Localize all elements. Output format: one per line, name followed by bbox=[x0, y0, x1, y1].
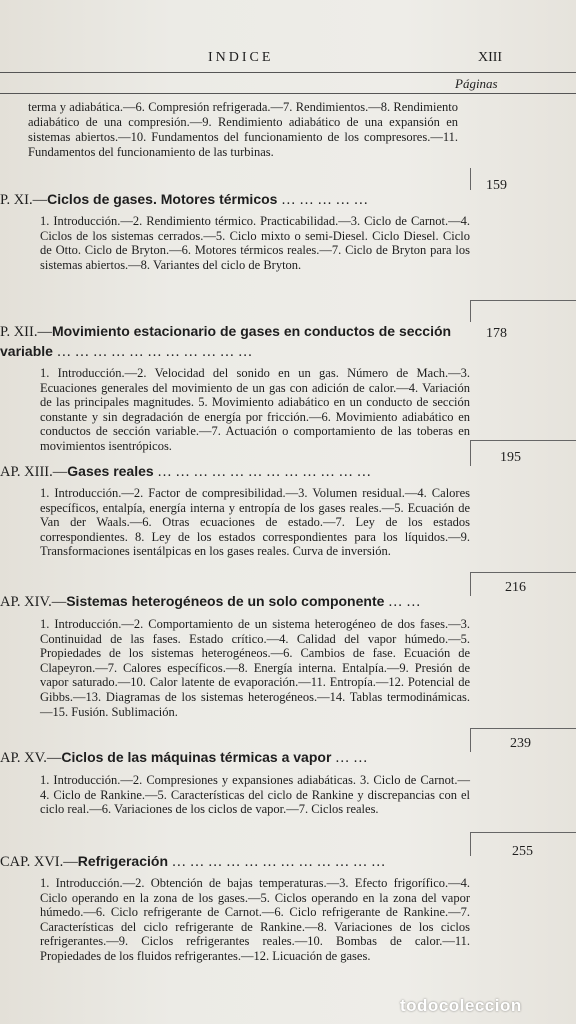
running-head-title: INDICE bbox=[208, 50, 274, 65]
leader-dots: … … … … … … … … … … … bbox=[52, 344, 253, 360]
leader-dots: … … bbox=[384, 594, 421, 610]
chapter-title: Sistemas heterogéneos de un solo componente bbox=[66, 593, 385, 609]
page-column-rule bbox=[470, 300, 471, 322]
chapter-title: Refrigeración bbox=[77, 853, 168, 869]
chapter-heading bbox=[0, 748, 470, 768]
column-heading-rule bbox=[0, 93, 576, 94]
chapter-prefix: AP. XV.— bbox=[0, 750, 62, 766]
leader-dots: … … bbox=[331, 750, 368, 766]
chapter-heading bbox=[0, 322, 470, 362]
page-column-rule bbox=[470, 832, 471, 856]
chapter-page-number: 178 bbox=[486, 326, 507, 341]
leader-dots: … … … … … … … … … … … … bbox=[168, 854, 386, 870]
chapter-contents: 1. Introducción.—2. Comportamiento de un sistema heterogéneo de dos fases.—3. Continuidad de las fases. Estado crítico.—4. Calidad del vapor húmedo.—5. Propiedades de los sistemas heterogéneos.—6. Cambios de fase. Ecuación de Clapeyron.—7. Calores específicos.—8. Energía interna. Entalpía.—9. Presión de vapor saturado.—10. Calor latente de evaporación.—11. Entropía.—12. Potencial de Gibbs.—13. Diagramas de los sistemas heterogéneos.—14. Tablas termodinámicas.—15. Fusión. Sublimación. bbox=[40, 617, 470, 719]
chapter-title: Ciclos de las máquinas térmicas a vapor bbox=[61, 749, 332, 765]
chapter-contents: 1. Introducción.—2. Rendimiento térmico. Practicabilidad.—3. Ciclo de Carnot.—4. Ciclos de los sistemas cerrados.—5. Ciclo mixto o semi-Diesel. Ciclo Diesel. Ciclo de Otto. Ciclo de Bryton.—6. Motores térmicos reales.—7. Ciclo de Bryton para los sistemas abiertos.—8. Variantes del ciclo de Bryton. bbox=[40, 214, 470, 272]
leader-dots: … … … … … … … … … … … … bbox=[153, 464, 372, 480]
chapter-page-number: 195 bbox=[500, 450, 521, 465]
chapter-prefix: AP. XIV.— bbox=[0, 594, 67, 610]
chapter-prefix: CAP. XVI.— bbox=[0, 854, 78, 870]
chapter-contents: 1. Introducción.—2. Obtención de bajas temperaturas.—3. Efecto frigorífico.—4. Ciclo operando en la zona de los gases.—5. Ciclos operando en la zona del vapor húmedo.—6. Ciclo refrigerante de Carnot.—6. Ciclo refrigerante de Rankine.—7. Características del ciclo refrigerante de Rankine.—8. Variaciones de los ciclos refrigerantes.—9. Ciclos refrigerantes reales.—10. Bombas de calor.—11. Propiedades de los fluidos refrigerantes.—12. Licuación de gases. bbox=[40, 876, 470, 963]
page-column-rule bbox=[470, 572, 471, 596]
chapter-page-number: 216 bbox=[505, 580, 526, 595]
pages-column-heading: Páginas bbox=[455, 76, 498, 91]
chapter-heading bbox=[0, 190, 470, 210]
running-head-page-number: XIII bbox=[478, 50, 503, 65]
chapter-prefix: P. XII.— bbox=[0, 324, 52, 340]
chapter-contents: 1. Introducción.—2. Velocidad del sonido en un gas. Número de Mach.—3. Ecuaciones generales del movimiento de un gas con adición de calor.—4. Variación de las principales magnitudes. 5. Movimiento adiabático en un conducto de sección constante y sin degradación de energía por fricción.—6. Movimiento adiabático en conductos de sección variable.—7. Actuación o comportamiento de las toberas en movimientos isentrópicos. bbox=[40, 366, 470, 453]
chapter-prefix: P. XI.— bbox=[0, 192, 48, 208]
entry-separator-rule bbox=[470, 728, 576, 729]
previous-chapter-contents: terma y adiabática.—6. Compresión refrigerada.—7. Rendimientos.—8. Rendimiento adiabático de una compresión.—9. Rendimiento adiabático de una expansión en sistemas abiertos.—10. Fundamentos del funcionamiento de los compresores.—11. Fundamentos del funcionamiento de las turbinas. bbox=[28, 100, 458, 159]
chapter-contents: 1. Introducción.—2. Compresiones y expansiones adiabáticas. 3. Ciclo de Carnot.—4. Ciclo de Rankine.—5. Características del ciclo de Rankine y discrepancias con el ciclo real.—6. Variaciones de los ciclos de vapor.—7. Ciclos reales. bbox=[40, 773, 470, 817]
leader-dots: … … … … … bbox=[277, 192, 369, 208]
entry-separator-rule bbox=[470, 832, 576, 833]
entry-separator-rule bbox=[470, 300, 576, 301]
chapter-page-number: 239 bbox=[510, 736, 531, 751]
header-rule bbox=[0, 72, 576, 73]
chapter-contents: 1. Introducción.—2. Factor de compresibilidad.—3. Volumen residual.—4. Calores específicos, entalpía, energía interna y entropía de los gases reales.—5. Ecuación de Van der Waals.—6. Otras ecuaciones de estado.—7. Ley de los estados correspondientes. 8. Ley de los estados correspondientes para los líquidos.—9. Transformaciones isentálpicas en los gases reales. Curva de inversión. bbox=[40, 486, 470, 559]
chapter-prefix: AP. XIII.— bbox=[0, 464, 68, 480]
entry-separator-rule bbox=[470, 572, 576, 573]
chapter-heading bbox=[0, 592, 470, 612]
entry-separator-rule bbox=[470, 440, 576, 441]
page-column-rule bbox=[470, 168, 471, 190]
running-head bbox=[0, 50, 576, 70]
watermark-logo: todocoleccion bbox=[400, 996, 522, 1015]
page-column-rule bbox=[470, 440, 471, 466]
page-column-rule bbox=[470, 728, 471, 752]
chapter-title: Gases reales bbox=[67, 463, 154, 479]
chapter-title: Ciclos de gases. Motores térmicos bbox=[47, 191, 278, 207]
chapter-page-number: 255 bbox=[512, 844, 533, 859]
chapter-heading bbox=[0, 462, 470, 482]
chapter-title: Movimiento estacionario de gases en conductos de sección variable bbox=[0, 323, 452, 359]
chapter-page-number: 159 bbox=[486, 178, 507, 193]
chapter-heading bbox=[0, 852, 470, 872]
